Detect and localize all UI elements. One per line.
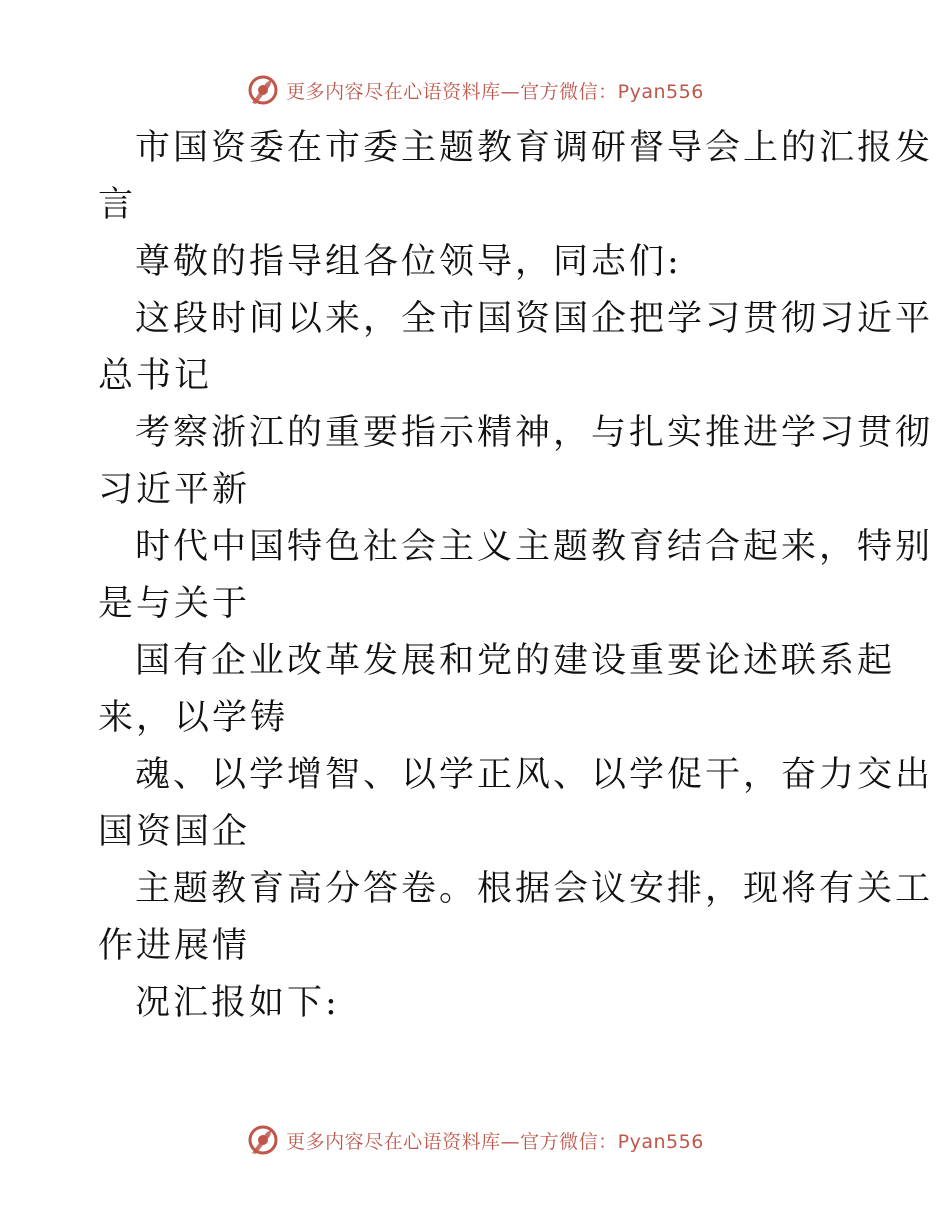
document-line: 言 — [98, 185, 137, 225]
document-line: 习近平新 — [98, 470, 251, 510]
document-line: 考察浙江的重要指示精神，与扎实推进学习贯彻 — [135, 413, 934, 453]
footer-watermark — [0, 1122, 950, 1158]
document-line: 国有企业改革发展和党的建设重要论述联系起 — [135, 641, 896, 681]
pen-logo-icon — [246, 73, 280, 107]
document-line: 时代中国特色社会主义主题教育结合起来，特别 — [135, 527, 934, 567]
document-line: 是与关于 — [98, 584, 251, 624]
watermark-text: 更多内容尽在心语资料库—官方微信：Pyan556 — [286, 1130, 704, 1153]
document-line: 来，以学铸 — [98, 698, 289, 738]
document-line: 尊敬的指导组各位领导，同志们: — [135, 242, 682, 282]
document-line: 魂、以学增智、以学正风、以学促干，奋力交出 — [135, 755, 934, 795]
pen-logo-icon — [246, 1123, 280, 1157]
document-body — [98, 120, 934, 1032]
header-watermark — [0, 72, 950, 108]
document-line: 市国资委在市委主题教育调研督导会上的汇报发 — [135, 128, 934, 168]
document-line: 况汇报如下: — [135, 983, 340, 1023]
document-line: 主题教育高分答卷。根据会议安排，现将有关工 — [135, 869, 934, 909]
watermark-text: 更多内容尽在心语资料库—官方微信：Pyan556 — [286, 80, 704, 103]
document-line: 这段时间以来，全市国资国企把学习贯彻习近平 — [135, 299, 934, 339]
document-line: 总书记 — [98, 356, 213, 396]
document-line: 国资国企 — [98, 812, 251, 852]
document-line: 作进展情 — [98, 926, 251, 966]
